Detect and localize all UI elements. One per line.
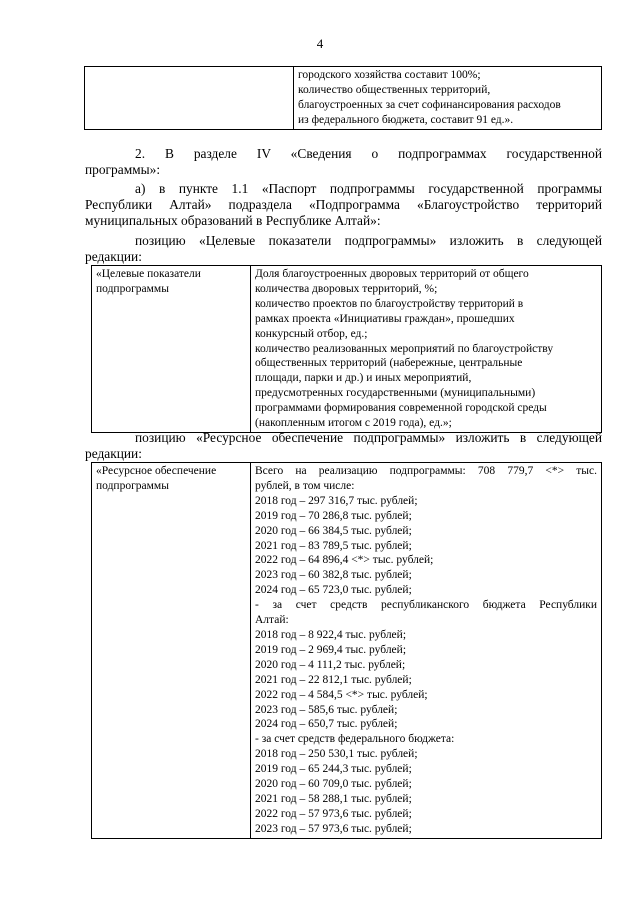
table-cell-right — [251, 266, 602, 433]
cell-line: 2019 год – 65 244,3 тыс. рублей; — [255, 763, 412, 776]
cell-line: 2019 год – 70 286,8 тыс. рублей; — [255, 509, 412, 522]
cell-line: 2018 год – 250 530,1 тыс. рублей; — [255, 748, 418, 761]
table-cell-right — [294, 67, 602, 130]
table-cell-left — [85, 67, 294, 130]
cell-line: количество проектов по благоустройству территорий в — [255, 297, 524, 310]
table-continuation — [84, 66, 602, 130]
table-row — [92, 463, 602, 839]
cell-line: рамках проекта «Инициативы граждан», прошедших — [255, 312, 515, 325]
cell-line: подпрограммы — [96, 479, 169, 492]
cell-line: 2023 год – 57 973,6 тыс. рублей; — [255, 822, 412, 835]
cell-line: 2018 год – 297 316,7 тыс. рублей; — [255, 494, 418, 507]
cell-line: 2019 год – 2 969,4 тыс. рублей; — [255, 643, 407, 656]
paragraph-line: редакции: — [85, 446, 142, 461]
paragraph-line: программы»: — [85, 162, 161, 177]
paragraph-line: позицию «Целевые показатели подпрограммы» изложить в следующей — [135, 233, 602, 248]
cell-line: 2021 год – 83 789,5 тыс. рублей; — [255, 539, 412, 552]
cell-line: 2021 год – 58 288,1 тыс. рублей; — [255, 792, 412, 805]
cell-line: рублей, в том числе: — [255, 479, 355, 492]
paragraph-line: а) в пункте 1.1 «Паспорт подпрограммы государственной программы — [135, 181, 602, 196]
cell-line: 2024 год – 650,7 тыс. рублей; — [255, 718, 398, 731]
cell-line: 2020 год – 66 384,5 тыс. рублей; — [255, 524, 412, 537]
table-cell-left — [92, 463, 251, 839]
cell-line: Всего на реализацию подпрограммы: 708 779,7 <*> тыс. — [255, 465, 597, 477]
cell-line: конкурсный отбор, ед.; — [255, 327, 368, 340]
cell-line: 2022 год – 64 896,4 <*> тыс. рублей; — [255, 554, 434, 567]
cell-line: Доля благоустроенных дворовых территорий от общего — [255, 268, 529, 280]
cell-line: количества дворовых территорий, %; — [255, 282, 438, 295]
paragraph-line: Республики Алтай» подраздела «Подпрограмма «Благоустройство территорий — [85, 197, 602, 212]
cell-line: 2020 год – 4 111,2 тыс. рублей; — [255, 658, 406, 671]
paragraph-line: позицию «Ресурсное обеспечение подпрограммы» изложить в следующей — [135, 430, 602, 445]
cell-line: 2022 год – 57 973,6 тыс. рублей; — [255, 807, 412, 820]
cell-line: количество общественных территорий, — [298, 83, 491, 96]
table-resource-provision — [91, 462, 602, 839]
cell-line: программами формирования современной городской среды — [255, 402, 547, 415]
cell-line: городского хозяйства составит 100%; — [298, 69, 481, 81]
cell-line: количество реализованных мероприятий по благоустройству — [255, 342, 554, 355]
cell-line: благоустроенных за счет софинансирования расходов — [298, 98, 561, 111]
cell-line: - за счет средств республиканского бюджета Республики — [255, 599, 597, 612]
page-number: 4 — [316, 36, 324, 51]
table-cell-right — [251, 463, 602, 839]
table-target-indicators — [91, 265, 602, 433]
cell-line: общественных территорий (набережные, центральные — [255, 357, 523, 370]
cell-line: 2023 год – 585,6 тыс. рублей; — [255, 703, 398, 716]
cell-line: 2018 год – 8 922,4 тыс. рублей; — [255, 628, 407, 641]
cell-line: из федерального бюджета, составит 91 ед.». — [298, 113, 514, 126]
cell-line: 2023 год – 60 382,8 тыс. рублей; — [255, 569, 412, 582]
cell-line: 2021 год – 22 812,1 тыс. рублей; — [255, 673, 412, 686]
paragraph-line: 2. В разделе IV «Сведения о подпрограммах государственной — [135, 146, 602, 161]
table-row — [92, 266, 602, 433]
cell-line: (накопленным итогом с 2019 года), ед.»; — [255, 417, 452, 430]
table-row — [85, 67, 602, 130]
cell-line: 2022 год – 4 584,5 <*> тыс. рублей; — [255, 688, 428, 701]
cell-line: - за счет средств федерального бюджета: — [255, 733, 455, 746]
paragraph-line: муниципальных образований в Республике Алтай»: — [85, 213, 381, 228]
cell-line: «Целевые показатели — [96, 268, 201, 280]
table-cell-left — [92, 266, 251, 433]
cell-line: 2020 год – 60 709,0 тыс. рублей; — [255, 778, 412, 791]
paragraph-line: редакции: — [85, 249, 142, 264]
cell-line: 2024 год – 65 723,0 тыс. рублей; — [255, 584, 412, 597]
cell-line: «Ресурсное обеспечение — [96, 465, 217, 477]
cell-line: площади, парки и др.) и иных мероприятий, — [255, 372, 472, 385]
cell-line: Алтай: — [255, 614, 289, 627]
cell-line: подпрограммы — [96, 282, 169, 295]
cell-line: предусмотренных государственными (муниципальными) — [255, 387, 536, 400]
